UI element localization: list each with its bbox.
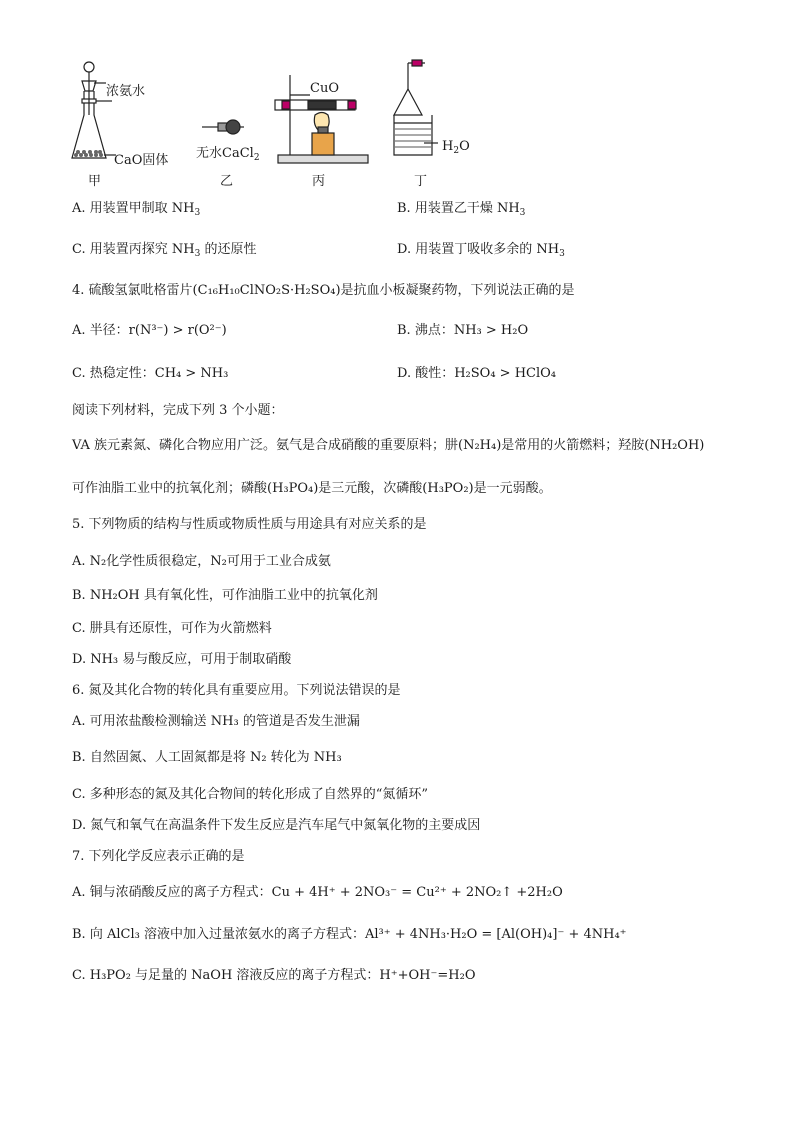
apparatus-ding	[394, 60, 438, 155]
q6-option-d: D. 氮气和氧气在高温条件下发生反应是汽车尾气中氮氧化物的主要成因	[72, 818, 481, 833]
q7-option-c: C. H₃PO₂ 与足量的 NaOH 溶液反应的离子方程式：H⁺+OH⁻=H₂O	[72, 968, 476, 983]
jia-reagent-bottom: CaO固体	[114, 153, 169, 168]
q4-stem: 4. 硫酸氢氯吡格雷片(C₁₆H₁₀ClNO₂S·H₂SO₄)是抗血小板凝聚药物，下列说法正确的是	[72, 283, 575, 298]
q5-option-a: A. N₂化学性质很稳定，N₂可用于工业合成氨	[72, 554, 331, 569]
q3-option-b: B. 用装置乙干燥 $NH_3$	[397, 201, 526, 218]
q5-option-d: D. NH₃ 易与酸反应，可用于制取硝酸	[72, 652, 292, 667]
yi-label: 乙	[220, 174, 234, 189]
reading-intro: 阅读下列材料，完成下列 3 个小题：	[72, 403, 284, 418]
q3-option-c: C. 用装置丙探究 $NH_3$ 的还原性	[72, 242, 257, 259]
q4-option-c: C. 热稳定性：CH₄ > NH₃	[72, 366, 229, 381]
q6-option-c: C. 多种形态的氮及其化合物间的转化形成了自然界的“氮循环”	[72, 787, 429, 802]
q7-option-b: B. 向 AlCl₃ 溶液中加入过量浓氨水的离子方程式：Al³⁺ + 4NH₃·H₂O = [Al(OH)₄]⁻ + 4NH₄⁺	[72, 927, 627, 942]
yi-reagent: 无水CaCl$_2$	[196, 146, 260, 163]
q4-option-d: D. 酸性：H₂SO₄ > HClO₄	[397, 366, 557, 381]
q6-option-a: A. 可用浓盐酸检测输送 NH₃ 的管道是否发生泄漏	[72, 714, 360, 729]
apparatus-jia	[72, 62, 116, 158]
q4-option-b: B. 沸点：NH₃ > H₂O	[397, 323, 529, 338]
q5-option-c: C. 肼具有还原性，可作为火箭燃料	[72, 621, 272, 636]
bing-label: 丙	[312, 174, 326, 189]
q3-option-a: A. 用装置甲制取 $NH_3$	[72, 201, 201, 218]
apparatus-yi	[202, 120, 244, 134]
reading-line-2: 可作油脂工业中的抗氧化剂；磷酸(H₃PO₄)是三元酸，次磷酸(H₃PO₂)是一元弱酸。	[72, 481, 552, 496]
q7-stem: 7. 下列化学反应表示正确的是	[72, 849, 245, 864]
jia-reagent-top: 浓氨水	[106, 84, 146, 99]
reading-line-1: VA 族元素氮、磷化合物应用广泛。氨气是合成硝酸的重要原料；肼(N₂H₄)是常用的火箭燃料；羟胺(NH₂OH)	[72, 438, 705, 453]
jia-label: 甲	[88, 174, 102, 189]
q5-option-b: B. NH₂OH 具有氧化性，可作油脂工业中的抗氧化剂	[72, 588, 378, 603]
bing-reagent: CuO	[310, 81, 339, 96]
q6-stem: 6. 氮及其化合物的转化具有重要应用。下列说法错误的是	[72, 683, 401, 698]
ding-label: 丁	[414, 174, 428, 189]
q6-option-b: B. 自然固氮、人工固氮都是将 N₂ 转化为 NH₃	[72, 750, 342, 765]
q3-option-d: D. 用装置丁吸收多余的 $NH_3$	[397, 242, 565, 259]
q5-stem: 5. 下列物质的结构与性质或物质性质与用途具有对应关系的是	[72, 517, 427, 532]
q4-option-a: A. 半径：r(N³⁻) > r(O²⁻)	[72, 323, 227, 338]
ding-reagent: $H_2O$	[442, 139, 470, 156]
q7-option-a: A. 铜与浓硝酸反应的离子方程式：Cu + 4H⁺ + 2NO₃⁻ = Cu²⁺ + 2NO₂↑ +2H₂O	[72, 885, 563, 900]
